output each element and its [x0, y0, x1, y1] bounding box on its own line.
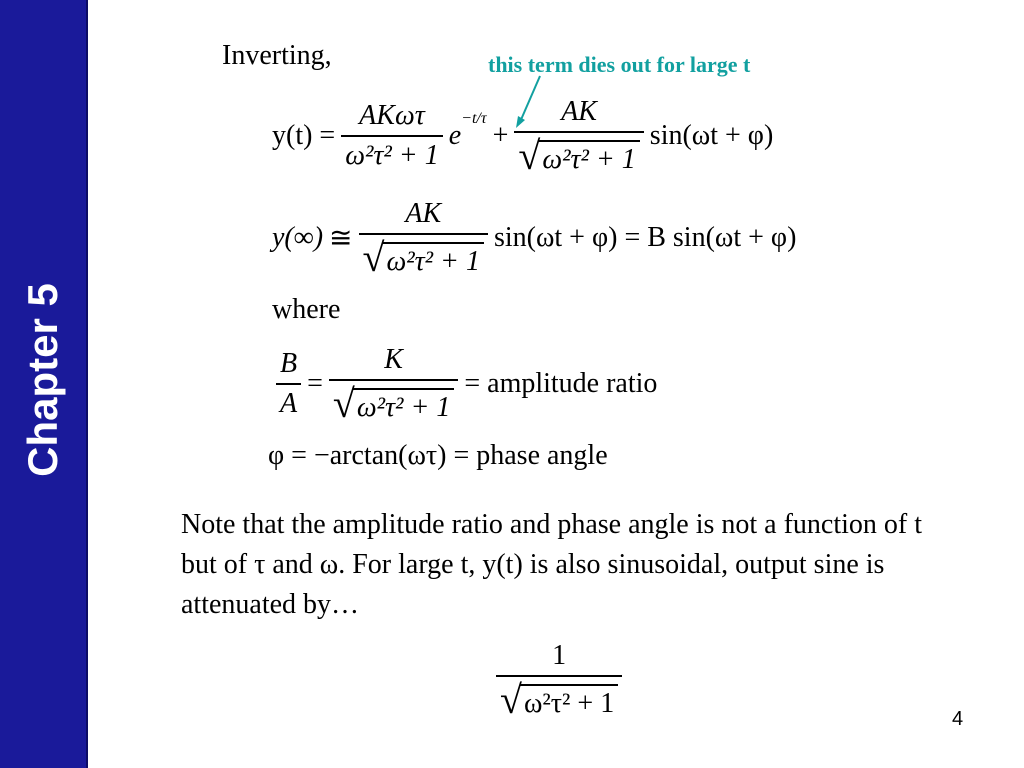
- eq2-numerator: AK: [405, 198, 442, 229]
- eq5-fraction: [496, 640, 622, 720]
- eq3-denominator: ω²τ² + 1: [353, 388, 454, 424]
- equation-5: [490, 640, 628, 720]
- eq1-frac1-denominator: ω²τ² + 1: [341, 135, 442, 172]
- equation-4: φ = −arctan(ωτ) = phase angle: [268, 440, 608, 471]
- annotation-text: this term dies out for large t: [488, 52, 751, 77]
- eq5-denominator: ω²τ² + 1: [520, 684, 618, 720]
- chapter-label: Chapter 5: [19, 283, 66, 477]
- eq1-tail: sin(ωt + φ): [649, 120, 774, 151]
- eq3-tail: = amplitude ratio: [464, 368, 658, 399]
- eq2-fraction: [359, 198, 488, 278]
- sqrt-icon: √: [332, 381, 355, 426]
- eq2-denominator: ω²τ² + 1: [382, 242, 483, 278]
- eq1-plus: +: [492, 120, 509, 151]
- eq1-fraction-2: [514, 96, 643, 176]
- eq2-lhs: y(∞): [272, 222, 324, 253]
- eq1-frac2-numerator: AK: [561, 96, 597, 127]
- eq2-tail: sin(ωt + φ) = B sin(ωt + φ): [493, 222, 797, 253]
- equation-1: [272, 96, 773, 176]
- equation-3: [270, 344, 657, 424]
- page-number: 4: [952, 708, 964, 730]
- sqrt-icon: √: [518, 133, 541, 178]
- heading-inverting: Inverting,: [222, 40, 332, 71]
- eq3-numerator-k: K: [384, 344, 403, 375]
- note-paragraph: Note that the amplitude ratio and phase angle is not a function of t but of τ and ω. For large t, y(t) is also sinusoidal, output sine is attenuated by…: [181, 509, 923, 620]
- eq3-fraction-ba: [276, 348, 301, 420]
- eq3-equals: =: [307, 368, 323, 399]
- eq3-numerator-b: B: [280, 348, 298, 379]
- eq1-lhs: y(t) =: [272, 120, 336, 151]
- eq1-frac1-numerator: AKωτ: [359, 100, 425, 131]
- eq3-denominator-a: A: [276, 383, 301, 420]
- eq5-numerator: 1: [552, 640, 567, 671]
- eq1-exp-base: e: [448, 120, 462, 151]
- eq2-relation: ≅: [329, 223, 353, 254]
- sidebar: [0, 0, 88, 768]
- eq1-fraction-1: [341, 100, 442, 172]
- equation-2: [272, 198, 796, 278]
- eq1-frac2-denominator: ω²τ² + 1: [538, 140, 639, 176]
- where-label: where: [272, 294, 341, 325]
- sqrt-icon: √: [500, 677, 522, 722]
- sqrt-icon: √: [362, 235, 385, 280]
- eq1-exp-power: −t/τ: [461, 110, 487, 127]
- eq3-fraction-k: [329, 344, 458, 424]
